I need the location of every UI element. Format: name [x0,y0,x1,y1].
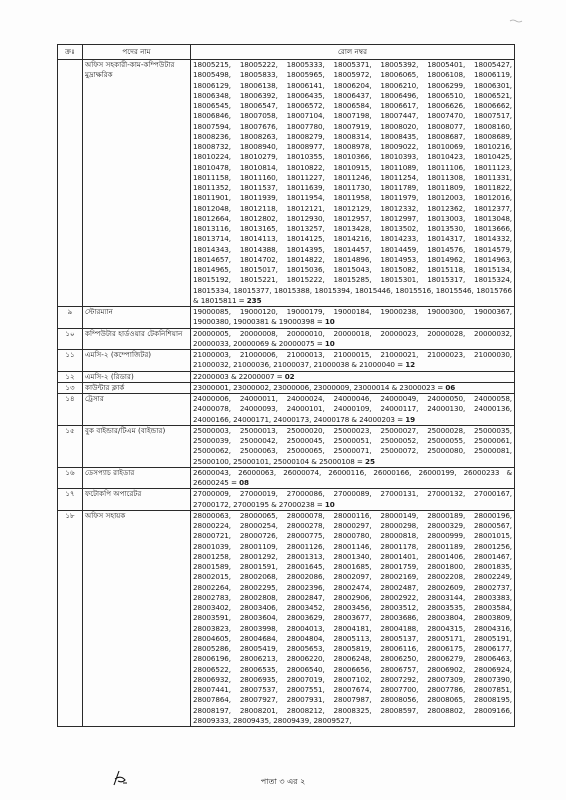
roll-total: 10 [324,317,335,327]
roll-total: 12 [405,360,416,370]
row-serial [58,60,83,307]
row-post-name: ডেসপ্যাচ রাইডার [83,467,191,489]
row-roll-numbers [191,394,515,426]
row-post-name: কম্পিউটার হার্ডওয়ার টেকনিশিয়ান [83,328,191,350]
corner-scribble-mark [509,19,523,23]
table-row [58,489,515,511]
row-roll-numbers [191,371,515,382]
row-serial: ১০ [58,328,83,350]
header-serial: ক্রঃ [58,45,83,60]
roll-list: 24000006, 24000011, 24000024, 24000046, 24000049, 24000050, 24000058, 24000078, 24000093, 24000101, 24000109, 24000117, 24000130, 24000136, 24000166, 24000171, 24000173, 24000178 & 24000203 = [193,394,512,424]
roll-total: 08 [239,478,249,487]
table-row [58,394,515,426]
table-row [58,307,515,329]
table-row [58,467,515,489]
row-serial: ১৩ [58,382,83,393]
row-post-name: অফিস সহকারী-কাম-কম্পিউটার মুদ্রাক্ষরিক [83,60,191,307]
row-post-name: অফিস সহায়ক [83,510,191,726]
header-post-name: পদের নাম [83,45,191,60]
row-post-name: এমসি-২ (কম্পোজিটর) [83,350,191,372]
row-roll-numbers [191,425,515,467]
table-row [58,60,515,307]
roll-total: 06 [445,382,456,392]
roll-list: 23000001, 23000002, 23000006, 23000009, 23000014 & 23000023 = [193,382,446,392]
roll-total: 25 [365,456,375,466]
table-row [58,382,515,393]
roll-total: 19 [405,414,416,424]
row-serial: ১১ [58,350,83,372]
table-row [58,371,515,382]
table-body [58,60,515,727]
row-serial: ১২ [58,371,83,382]
roll-list: 21000003, 21000006, 21000013, 21000015, 21000021, 21000023, 21000030, 21000032, 21000036, 21000037, 21000038 & 21000040 = [193,350,512,370]
roll-list: 28000063, 28000065, 28000078, 28000116, 28000149, 28000189, 28000196, 28000224, 28000254, 28000278, 28000297, 28000298, 28000329, 28000567, 28000721, 28000726, 28000775, 28000780, 28000818, 28000999, 28001015, 28001039, 28001109, 28001126, 28001146, 28001178, 28001189, 28001256, 28001258, 28001292, 28001313, 28001340, 28001401, 28001406, 28001467, 28001589, 28001591, 28001645, 28001685, 28001759, 28001800, 28001835, 28002015, 28002068, 28002086, 28002097, 28002169, 28002208, 28002249, 28002264, 28002295, 28002396, 28002474, 28002487, 28002609, 28002737, 28002783, 28002808, 28002847, 28002906, 28002922, 28003144, 28003383, 28003402, 28003406, 28003452, 28003456, 28003512, 28003535, 28003584, 28003591, 28003604, 28003629, 28003677, 28003686, 28003804, 28003809, 28003823, 28003998, 28004013, 28004181, 28004188, 28004315, 28004316, 28004605, 28004684, 28004804, 28005113, 28005137, 28005171, 28005191, 28005286, 28005419, 28005653, 28005819, 28006116, 28006175, 28006177, 28006196, 28006213, 28006220, 28006248, 28006250, 28006279, 28006463, 28006522, 28006535, 28006540, 28006656, 28006757, 28006902, 28006924, 28006932, 28006935, 28007019, 28007102, 28007292, 28007309, 28007390, 28007441, 28007537, 28007551, 28007674, 28007700, 28007786, 28007851, 28007864, 28007927, 28007931, 28007987, 28008056, 28008065, 28008195, 28008197, 28008201, 28008212, 28008325, 28008597, 28008802, 28009166, 28009333, 28009435, 28009439, 28009527, [193,510,512,725]
roll-list: 22000003 & 22000007 = [193,371,285,381]
table-row [58,425,515,467]
row-roll-numbers [191,307,515,329]
row-roll-numbers [191,328,515,350]
row-serial: ১৭ [58,489,83,511]
row-post-name: বুক বাইন্ডার/টিএম (বাইন্ডার) [83,425,191,467]
row-post-name: স্টোরম্যান [83,307,191,329]
row-post-name: এমসি-২ (রিডার) [83,371,191,382]
roll-total: 10 [324,338,335,348]
roll-list: 26000043, 26000063, 26000074, 26000116, 26000166, 26000199, 26000233 & 26000245 = [193,467,512,487]
header-roll-number: রোল নম্বর [191,45,515,60]
row-serial: ১৪ [58,394,83,426]
roll-list: 20000005, 20000008, 20000010, 20000018, 20000023, 20000028, 20000032, 20000033, 20000069 & 20000075 = [193,328,512,348]
table-row [58,328,515,350]
roll-list: 25000003, 25000013, 25000020, 25000023, 25000027, 25000028, 25000035, 25000039, 25000042, 25000045, 25000051, 25000052, 25000055, 25000061, 25000062, 25000063, 25000065, 25000071, 25000072, 25000080, 25000081, 25000100, 25000101, 25000104 & 25000108 = [193,425,512,466]
roll-list: 18005215, 18005222, 18005333, 18005371, 18005392, 18005401, 18005427, 18005498, 18005833, 18005965, 18005972, 18006065, 18006108, 18006119, 18006129, 18006138, 18006141, 18006204, 18006210, 18006299, 18006301, 18006348, 18006392, 18006435, 18006437, 18006496, 18006510, 18006521, 18006545, 18006547, 18006572, 18006584, 18006617, 18006626, 18006662, 18006846, 18007058, 18007104, 18007198, 18007447, 18007470, 18007517, 18007594, 18007676, 18007780, 18007919, 18008020, 18008077, 18008160, 18008236, 18008263, 18008279, 18008314, 18008435, 18008687, 18008689, 18008732, 18008940, 18008977, 18008978, 18009022, 18010069, 18010216, 18010224, 18010279, 18010355, 18010366, 18010393, 18010423, 18010425, 18010478, 18010814, 18010822, 18010915, 18011089, 18011106, 18011123, 18011158, 18011160, 18011227, 18011246, 18011254, 18011308, 18011331, 18011352, 18011537, 18011639, 18011730, 18011789, 18011809, 18011822, 18011901, 18011939, 18011954, 18011958, 18011979, 18012003, 18012016, 18012048, 18012118, 18012121, 18012129, 18012332, 18012362, 18012377, 18012664, 18012802, 18012930, 18012957, 18012997, 18013003, 18013048, 18013116, 18013165, 18013257, 18013428, 18013502, 18013530, 18013666, 18013714, 18014113, 18014125, 18014216, 18014233, 18014317, 18014332, 18014343, 18014388, 18014395, 18014457, 18014459, 18014576, 18014579, 18014657, 18014702, 18014822, 18014896, 18014953, 18014962, 18014963, 18014965, 18015017, 18015036, 18015043, 18015082, 18015118, 18015134, 18015192, 18015221, 18015222, 18015285, 18015301, 18015317, 18015324, 18015334, 18015377, 18015388, 18015394, 18015446, 18015516, 18015546, 18015766 & 18015811 = [193,60,512,305]
row-roll-numbers [191,382,515,393]
roll-total: 10 [324,499,335,509]
roll-number-table [57,44,515,727]
page-footer: পাতা ৩ এর ২ [260,777,306,786]
roll-total: 235 [246,295,262,305]
roll-total: 02 [284,371,295,381]
row-roll-numbers [191,510,515,726]
roll-list: 19000085, 19000120, 19000179, 19000184, 19000238, 19000300, 19000367, 19000380, 19000381 & 19000398 = [193,307,512,327]
row-post-name: ফটোকপি অপারেটর [83,489,191,511]
row-post-name: ট্রেসার [83,394,191,426]
row-post-name: কাউন্টার ক্লার্ক [83,382,191,393]
row-serial: ১৫ [58,425,83,467]
row-serial: ৯ [58,307,83,329]
table-row [58,350,515,372]
row-roll-numbers [191,467,515,489]
row-serial: ১৬ [58,467,83,489]
row-roll-numbers [191,489,515,511]
row-roll-numbers [191,60,515,307]
row-roll-numbers [191,350,515,372]
roll-list: 27000009, 27000019, 27000086, 27000089, 27000131, 27000132, 27000167, 27000172, 27000195 & 27000238 = [193,489,512,509]
table-row [58,510,515,726]
row-serial: ১৮ [58,510,83,726]
table-header-row [58,45,515,60]
